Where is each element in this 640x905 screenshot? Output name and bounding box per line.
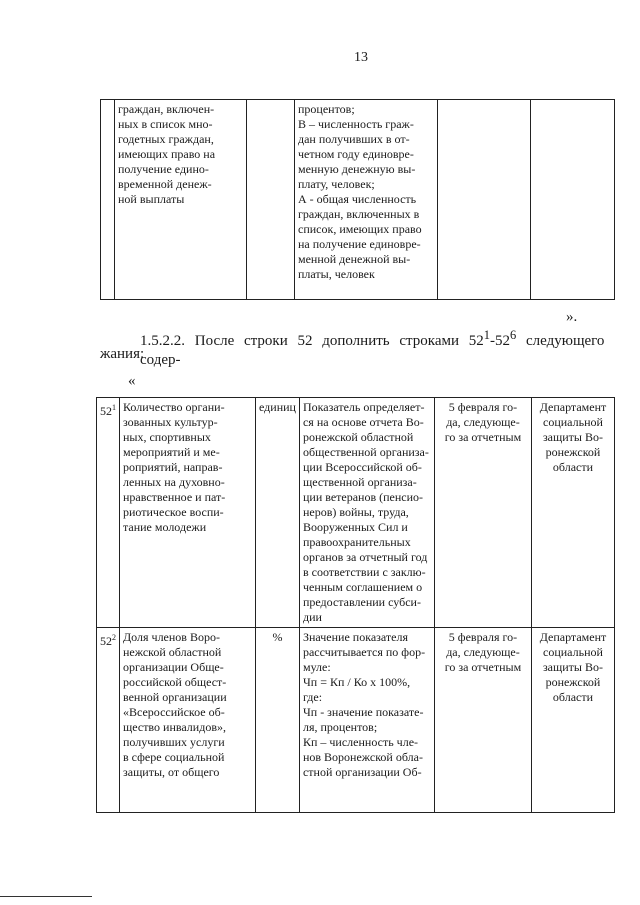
row-number-cell	[101, 100, 115, 300]
department-cell: Департамент социальной защиты Во- ронежской области	[531, 398, 614, 628]
new-indicators-table	[96, 397, 615, 813]
paragraph-suffix: следующего содер-	[140, 333, 605, 368]
row-number-cell: $52^2$	[97, 628, 120, 813]
continued-indicators-table	[100, 99, 615, 300]
department-cell: Департамент социальной защиты Во- ронежской области	[531, 628, 614, 813]
deadline-cell: 5 февраля го- да, следующе- го за отчетным	[434, 628, 531, 813]
indicator-name-cell: граждан, включен- ных в список мно- годетных граждан, имеющих право на получение едино- временной денеж- ной выплаты	[115, 100, 247, 300]
unit-cell: единиц	[256, 398, 300, 628]
calculation-method-cell: Значение показателя рассчитывается по фор- муле: Чп = Кп / Ко х 100%, где: Чп - значение показате- ля, процентов; Кп – численность чле- нов Воронежской обла- стной организации Об-	[299, 628, 434, 813]
deadline-cell	[438, 100, 531, 300]
amendment-paragraph-line2: жания:	[100, 346, 145, 362]
deadline-cell: 5 февраля го- да, следующе- го за отчетным	[434, 398, 531, 628]
row-number-cell: $52^1$	[97, 398, 120, 628]
paragraph-sup-1: 1	[483, 328, 490, 342]
paragraph-prefix: 1.5.2.2. После строки 52 дополнить строками 52	[140, 333, 484, 349]
indicator-name-cell: Количество органи- зованных культур- ных, спортивных мероприятий и ме- роприятий, направ- ленных на духовно- нравственное и пат- риотическое воспи- тание молодежи	[120, 398, 256, 628]
paragraph-mid: -52	[490, 333, 510, 349]
indicator-name-cell: Доля членов Воро- нежской областной организации Обще- российской общест- венной организации «Всероссийское об- щество инвалидов», получивших услуги в сфере социальной защиты, от общего	[120, 628, 256, 813]
unit-cell: %	[256, 628, 300, 813]
department-cell	[531, 100, 615, 300]
table-row	[101, 100, 615, 300]
opening-quote: «	[128, 373, 136, 389]
page-number: 13	[354, 50, 368, 65]
amendment-paragraph-line1	[140, 326, 640, 370]
calculation-method-cell: Показатель определяет- ся на основе отчета Во- ронежской областной общественной организа- ции Всероссийской об- щественной организа- ции ветеранов (пенсио- неров) войны, труда, Вооруженных Сил и правоохранительных органов за отчетный год в соответствии с заклю- ченным соглашением о предоставлении субси- дии	[299, 398, 434, 628]
footnote-divider	[0, 896, 92, 897]
unit-cell	[247, 100, 295, 300]
calculation-method-cell: процентов; В – численность граж- дан получивших в от- четном году единовре- менную денежную вы- плату, человек; А - общая численность граждан, включенных в список, имеющих право на получение единовре- менной денежной вы- платы, человек	[295, 100, 438, 300]
table-row	[97, 628, 615, 813]
table-row	[97, 398, 615, 628]
paragraph-sup-2: 6	[510, 328, 517, 342]
closing-quote: ».	[566, 309, 578, 325]
